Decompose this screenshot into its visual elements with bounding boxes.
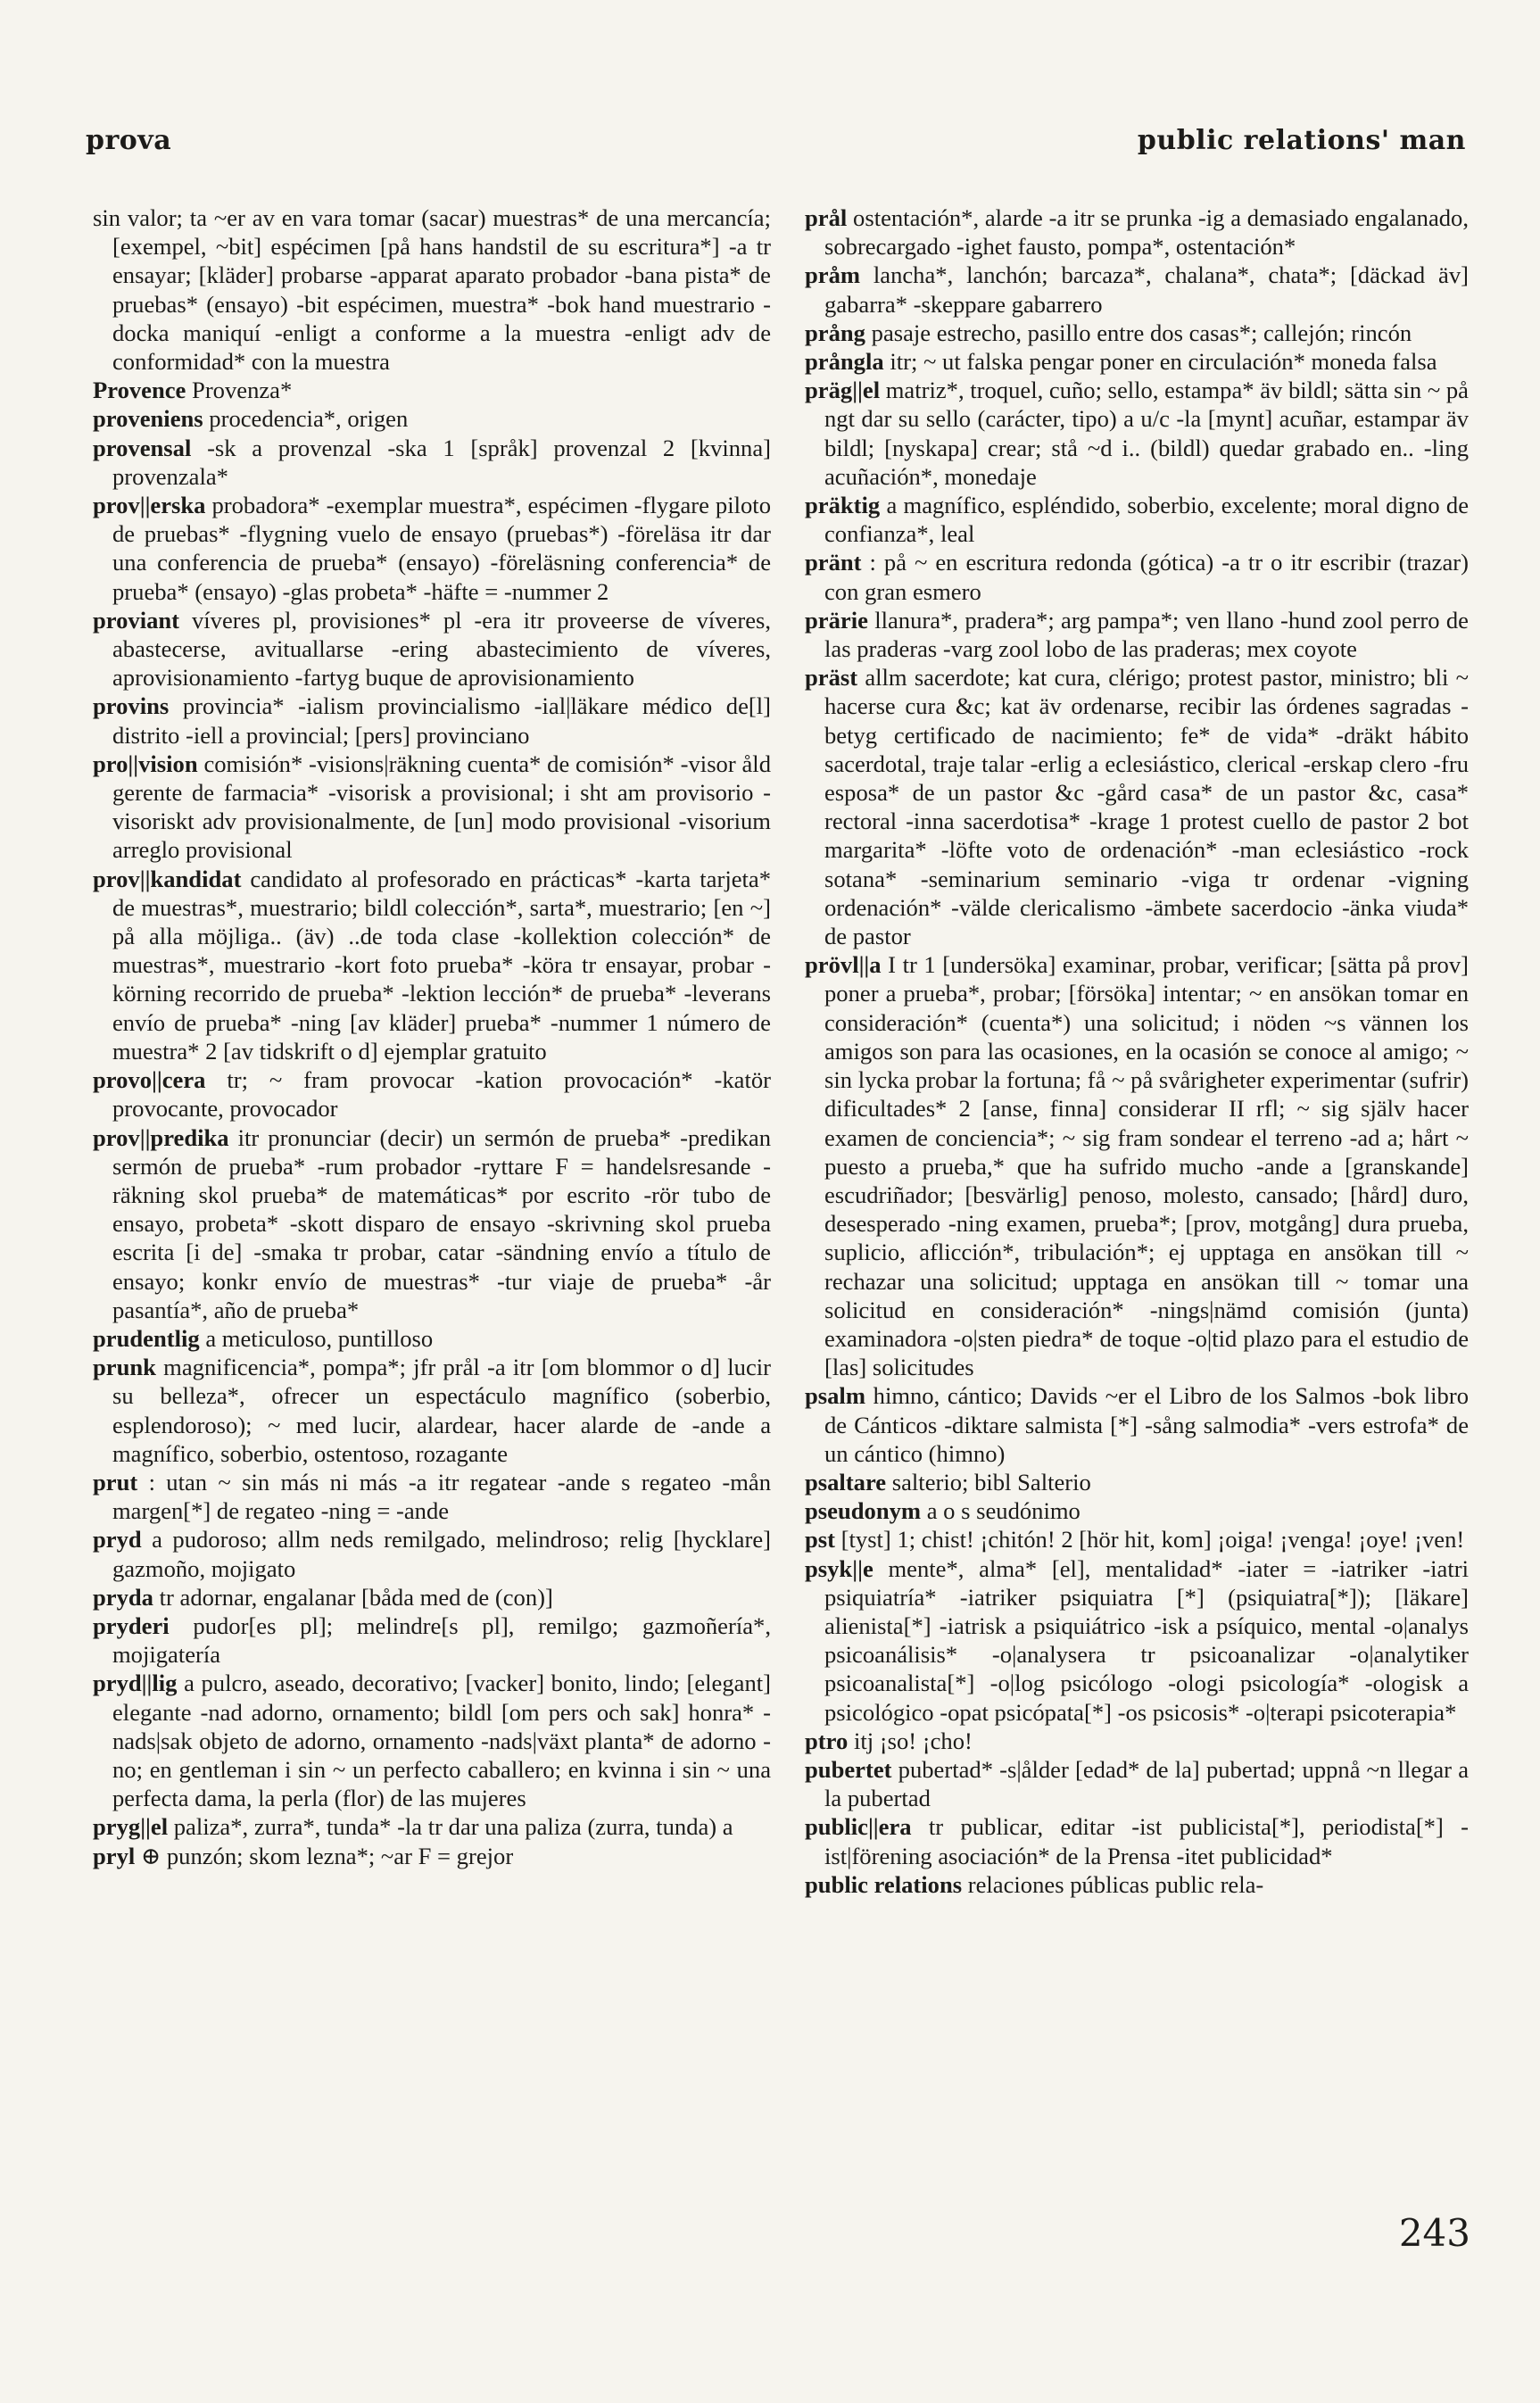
entry-text: I tr 1 [undersöka] examinar, probar, verificar; [sätta på prov] poner a prueba*, probar; [försöka] intentar; ~ en ansökan tomar en consideración* (cuenta*) una solicitud; i nöden ~s vännen los amigos son para las ocasiones, en la ocasión se conoce al amigo; ~ sin lycka probar la fortuna; få ~ på svårigheter experimentar (sufrir) dificultades* 2 [anse, finna] considerar II rfl; ~ sig själv hacer examen de conciencia*; ~ sig fram sondear el terreno -ad a; hårt ~ puesto a prueba,* que ha sufrido mucho -ande a [granskande] escudriñador; [besvärlig] penoso, molesto, cansado; [hård] duro, desesperado -ning examen, prueba*; [prov, motgång] dura prueba, suplicio, aflicción*, tribulación*; ej upptaga en ansökan till ~ rechazar una solicitud; upptaga en ansökan till ~ tomar una solicitud en consideración* -nings|nämd comisión (junta) examinadora -o|sten piedra* de toque -o|tid plazo para el estudio de [las] solicitudes: [824, 951, 1469, 1381]
entry-headword: pränt: [805, 549, 862, 576]
entry-headword: prövl||a: [805, 951, 882, 979]
entry-text: probadora* -exemplar muestra*, espécimen -flygare piloto de pruebas* -flygning vuelo de ensayo (pruebas*) -föreläsa itr dar una conferencia de prueba* (ensayo) -föreläsning conferencia* de prueba* (ensayo) -glas probeta* -häfte = -nummer 2: [112, 492, 771, 605]
entry-headword: provensal: [93, 434, 192, 461]
entry-headword: pseudonym: [805, 1497, 922, 1525]
entry-headword: proveniens: [93, 405, 203, 433]
dictionary-entry: [93, 434, 771, 491]
left-column: [93, 203, 771, 2211]
entry-headword: psyk||e: [805, 1554, 873, 1582]
dictionary-entry: [93, 1525, 771, 1582]
dictionary-entry: [93, 1842, 771, 1870]
running-head-left: prova: [86, 125, 172, 156]
dictionary-entry: [93, 1812, 771, 1841]
entry-headword: prång: [805, 319, 865, 346]
entry-headword: provins: [93, 692, 170, 720]
entry-text: a pulcro, aseado, decorativo; [vacker] bonito, lindo; [elegant] elegante -nad adorno, ornamento; bildl [om pers och sak] honra* -nads|sak objeto de adorno, ornamento -nads|växt planta* de adorno -no; en gentleman i sin ~ un perfecto caballero; en kvinna i sin ~ una perfecta dama, la perla (flor) de las mujeres: [112, 1670, 771, 1812]
entry-headword: Provence: [93, 377, 186, 404]
entry-text: a magnífico, espléndido, soberbio, excelente; moral digno de confianza*, leal: [824, 492, 1469, 548]
entry-headword: psalm: [805, 1382, 865, 1410]
entry-text: magnificencia*, pompa*; jfr prål -a itr [om blommor o d] lucir su belleza*, ofrecer un espectáculo magnífico (soberbio, esplendoroso); ~ med lucir, alardear, hacer alarde de -ande a magnífico, soberbio, ostentoso, rozagante: [112, 1354, 771, 1467]
entry-text: pasaje estrecho, pasillo entre dos casas*; callejón; rincón: [871, 319, 1412, 346]
entry-text: itr pronunciar (decir) un sermón de prueba* -predikan sermón de prueba* -rum probador -ryttare F = handelsresande -räkning skol prueba* de matemáticas* por escrito -rör tubo de ensayo, probeta* -skott disparo de ensayo -skrivning skol prueba escrita [i de] -smaka tr probar, catar -sändning envío a título de ensayo; konkr envío de muestras* -tur viaje de prueba* -år pasantía*, año de prueba*: [112, 1123, 771, 1323]
entry-text: itj ¡so! ¡cho!: [853, 1727, 973, 1754]
dictionary-entry: [93, 1468, 771, 1525]
dictionary-entry: [805, 606, 1469, 663]
entry-text: -sk a provenzal -ska 1 [språk] provenzal 2 [kvinna] provenzala*: [112, 434, 771, 490]
dictionary-entry: [805, 663, 1469, 950]
dictionary-entry: [805, 1525, 1469, 1554]
dictionary-entry: [805, 1727, 1469, 1755]
dictionary-entry: [93, 1669, 771, 1812]
dictionary-entry: [93, 1123, 771, 1324]
dictionary-entry: [93, 1324, 771, 1353]
entry-headword: prärie: [805, 606, 868, 634]
entry-text: [tyst] 1; chist! ¡chitón! 2 [hör hit, kom] ¡oiga! ¡venga! ¡oye! ¡ven!: [840, 1526, 1465, 1554]
entry-text: tr adornar, engalanar [båda med de (con)]: [159, 1583, 553, 1611]
entry-text: mente*, alma* [el], mentalidad* -iater = -iatriker -iatri psiquiatría* -iatriker psiquiatra [*] (psiquiatra[*]); [läkare] alienista[*] -iatrisk a psiquiátrico -isk a psíquico, mental -o|analys psicoanálisis* -o|analysera tr psicoanalizar -o|analytiker psicoanalista[*] -o|log psicólogo -ologi psicología* -ologisk a psicológico -opat psicópata[*] -os psicosis* -o|terapi psicoterapia*: [824, 1554, 1469, 1726]
entry-headword: public relations: [805, 1870, 963, 1898]
entry-text: ostentación*, alarde -a itr se prunka -ig a demasiado engalanado, sobrecargado -ighet fausto, pompa*, ostentación*: [824, 204, 1469, 261]
entry-headword: pryderi: [93, 1612, 170, 1639]
dictionary-entry: [93, 865, 771, 1065]
entry-headword: pryg||el: [93, 1813, 169, 1841]
entry-text: llanura*, pradera*; arg pampa*; ven llano -hund zool perro de las praderas -varg zool lobo de las praderas; mex coyote: [824, 606, 1469, 663]
entry-headword: präst: [805, 664, 858, 692]
dictionary-entry: [805, 203, 1469, 261]
entry-headword: pråm: [805, 261, 861, 289]
dictionary-entry: [805, 491, 1469, 548]
dictionary-entry: [805, 1554, 1469, 1727]
entry-text: tr; ~ fram provocar -kation provocación* -katör provocante, provocador: [112, 1066, 771, 1123]
entry-headword: provo||cera: [93, 1066, 206, 1094]
entry-text: salterio; bibl Salterio: [891, 1468, 1091, 1496]
dictionary-entry: [93, 1065, 771, 1123]
entry-headword: prov||erska: [93, 492, 206, 519]
entry-headword: pryd: [93, 1526, 142, 1554]
dictionary-entry: [805, 1468, 1469, 1496]
dictionary-entry: [93, 1612, 771, 1669]
entry-headword: prångla: [805, 348, 884, 376]
entry-headword: pro||vision: [93, 750, 198, 777]
entry-headword: proviant: [93, 606, 180, 634]
entry-text: himno, cántico; Davids ~er el Libro de los Salmos -bok libro de Cánticos -diktare salmista [*] -sång salmodia* -vers estrofa* de un cántico (himno): [824, 1382, 1469, 1467]
entry-text: allm sacerdote; kat cura, clérigo; protest pastor, ministro; bli ~ hacerse cura &c; kat äv ordenarse, recibir las órdenes sagradas -betyg certificado de nacimiento; fe* de vida* -dräkt hábito sacerdotal, traje talar -erlig a eclesiástico, clerical -erskap clero -fru esposa* de un pastor &c -gård casa* de un pastor &c, casa* rectoral -inna sacerdotisa* -krage 1 protest cuello de pastor 2 bot margarita* -löfte voto de ordenación* -man eclesiástico -rock sotana* -seminarium seminario -viga tr ordenar -vigning ordenación* -välde clericalismo -ämbete sacerdocio -änka viuda* de pastor: [824, 664, 1469, 950]
dictionary-entry: [805, 347, 1469, 376]
entry-text: ⊕ punzón; skom lezna*; ~ar F = grejor: [140, 1842, 514, 1869]
entry-text: a pudoroso; allm neds remilgado, melindroso; relig [hycklare] gazmoño, mojigato: [112, 1526, 771, 1582]
entry-text: sin valor; ta ~er av en vara tomar (sacar) muestras* de una mercancía; [exempel, ~bit] espécimen [på hans handstil de su escritura*] -a tr ensayar; [kläder] probarse -apparat aparato probador -bana pista* de pruebas* (ensayo) -bit espécimen, muestra* -bok hand muestrario -docka maniquí -enligt a conforme a la muestra -enligt adv de conformidad* con la muestra: [93, 204, 771, 376]
entry-headword: psaltare: [805, 1468, 887, 1496]
dictionary-entry: [805, 1496, 1469, 1525]
entry-headword: pubertet: [805, 1755, 892, 1783]
dictionary-entry: [805, 1381, 1469, 1468]
dictionary-entry: [805, 1755, 1469, 1812]
dictionary-entry: [805, 950, 1469, 1381]
entry-text: provincia* -ialism provincialismo -ial|läkare médico de[l] distrito -iell a provincial; [pers] provinciano: [112, 692, 771, 749]
entry-text: lancha*, lanchón; barcaza*, chalana*, chata*; [däckad äv] gabarra* -skeppare gabarrero: [824, 261, 1469, 318]
entry-headword: pryd||lig: [93, 1670, 178, 1697]
dictionary-entry: [805, 548, 1469, 605]
entry-headword: prål: [805, 204, 848, 231]
entry-headword: prut: [93, 1468, 138, 1496]
entry-headword: public||era: [805, 1813, 912, 1841]
dictionary-entry: [93, 1583, 771, 1612]
entry-text: pubertad* -s|ålder [edad* de la] pubertad; uppnå ~n llegar a la pubertad: [824, 1755, 1469, 1812]
dictionary-entry: [93, 692, 771, 749]
entry-text: procedencia*, origen: [209, 405, 409, 433]
dictionary-entry: [93, 376, 771, 404]
entry-headword: prunk: [93, 1354, 156, 1381]
running-head-right: public relations' man: [1137, 125, 1466, 156]
entry-text: candidato al profesorado en prácticas* -karta tarjeta* de muestras*, muestrario; bildl colección*, sarta*, muestrario; [en ~] på alla möjliga.. (äv) ..de toda clase -kollektion colección* de muestras*, muestrario -kort foto prueba* -köra tr ensayar, probar -körning recorrido de prueba* -lektion lección* de prueba* -leverans envío de prueba* -ning [av kläder] prueba* -nummer 1 número de muestra* 2 [av tidskrift o d] ejemplar gratuito: [112, 865, 771, 1065]
dictionary-entry: [93, 606, 771, 692]
entry-text: matriz*, troquel, cuño; sello, estampa* äv bildl; sätta sin ~ på ngt dar su sello (carácter, tipo) a u/c -la [mynt] acuñar, estampar äv bildl; [nyskapa] crear; stå ~d i.. (bildl) quedar grabado en.. -ling acuñación*, monedaje: [824, 377, 1469, 490]
dictionary-entry: [805, 376, 1469, 491]
dictionary-entry: [805, 261, 1469, 318]
entry-text: : på ~ en escritura redonda (gótica) -a tr o itr escribir (trazar) con gran esmero: [824, 549, 1469, 605]
entry-headword: präg||el: [805, 377, 881, 404]
entry-text: itr; ~ ut falska pengar poner en circulación* moneda falsa: [890, 348, 1437, 376]
entry-headword: präktig: [805, 492, 881, 519]
dictionary-entry: [93, 491, 771, 606]
entry-headword: pst: [805, 1526, 835, 1554]
entry-text: a o s seudónimo: [926, 1497, 1080, 1525]
dictionary-entry: [805, 1870, 1469, 1899]
right-column: [805, 203, 1469, 2211]
dictionary-entry: [93, 750, 771, 865]
entry-text: : utan ~ sin más ni más -a itr regatear -ande s regateo -mån margen[*] de regateo -ning = -ande: [112, 1468, 771, 1525]
dictionary-entry: [93, 1353, 771, 1468]
entry-headword: pryda: [93, 1583, 153, 1611]
dictionary-entry: [805, 1812, 1469, 1869]
entry-text: Provenza*: [192, 377, 293, 404]
dictionary-entry: [805, 319, 1469, 347]
entry-text: pudor[es pl]; melindre[s pl], remilgo; gazmoñería*, mojigatería: [112, 1612, 771, 1669]
entry-text: tr publicar, editar -ist publicista[*], periodista[*] -ist|förening asociación* de la Prensa -itet publicidad*: [824, 1813, 1469, 1869]
entry-headword: prov||predika: [93, 1123, 229, 1151]
dictionary-entry: [93, 404, 771, 433]
entry-headword: pryl: [93, 1842, 136, 1869]
page-number: 243: [1398, 2211, 1470, 2255]
entry-headword: prov||kandidat: [93, 865, 242, 892]
entry-text: relaciones públicas public rela-: [967, 1870, 1264, 1898]
dictionary-entry: [93, 203, 771, 376]
entry-text: paliza*, zurra*, tunda* -la tr dar una paliza (zurra, tunda) a: [173, 1813, 733, 1841]
entry-headword: prudentlig: [93, 1324, 200, 1352]
entry-headword: ptro: [805, 1727, 849, 1754]
entry-text: comisión* -visions|räkning cuenta* de comisión* -visor åld gerente de farmacia* -visorisk a provisional; i sht am provisorio -visoriskt adv provisionalmente, de [un] modo provisional -visorium arreglo provisional: [112, 750, 771, 864]
entry-text: víveres pl, provisiones* pl -era itr proveerse de víveres, abastecerse, avituallarse -ering abastecimiento de víveres, aprovisionamiento -fartyg buque de aprovisionamiento: [112, 606, 771, 692]
entry-text: a meticuloso, puntilloso: [205, 1324, 434, 1352]
